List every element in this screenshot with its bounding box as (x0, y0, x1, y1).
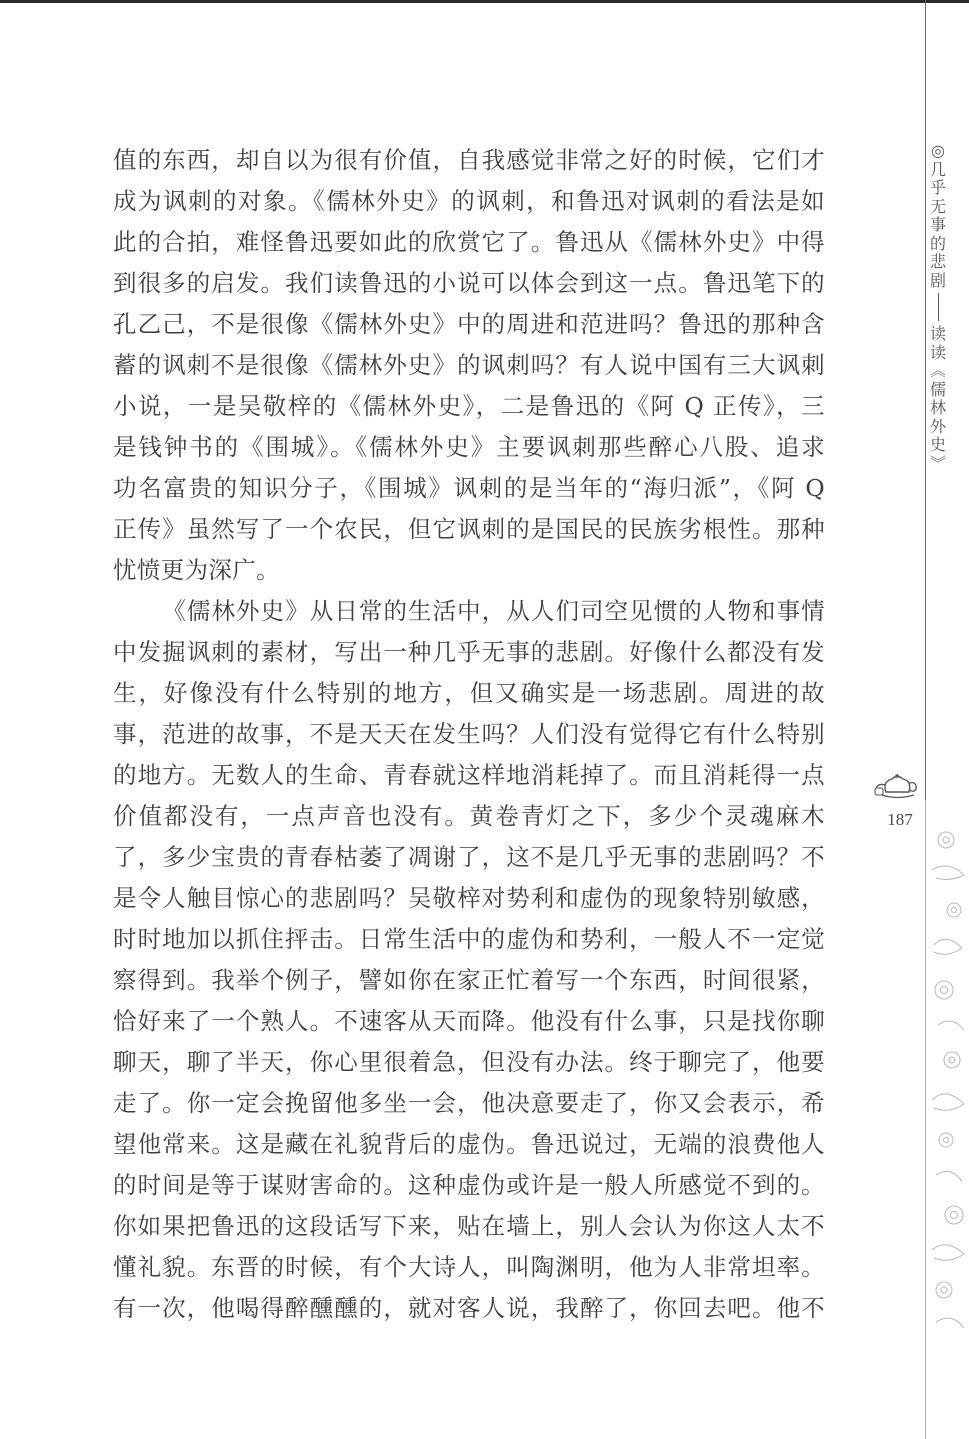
text-line: 值的东西，却自以为很有价值，自我感觉非常之好的时候，它们才 (113, 146, 825, 174)
running-head-title-char: 乎 (929, 178, 946, 197)
running-head-title-char: 悲 (929, 252, 946, 271)
running-head-marker: ◎ (931, 141, 945, 160)
running-head-subtitle-char: 林 (929, 398, 946, 417)
text-line: 生，好像没有什么特别的地方，但又确实是一场悲剧。周进的故 (113, 679, 825, 707)
running-head-dash (938, 293, 939, 321)
running-head-subtitle-char: 儒 (929, 379, 946, 399)
text-line: 成为讽刺的对象。《儒林外史》的讽刺，和鲁迅对讽刺的看法是如 (113, 187, 825, 215)
text-line: 察得到。我举个例子，譬如你在家正忙着写一个东西，时间很紧， (113, 966, 825, 994)
running-head-title-char: 几 (929, 159, 946, 179)
running-head-title-char: 的 (929, 233, 946, 253)
running-head-subtitle-char: 读 (929, 342, 946, 362)
text-line: 此的合拍，难怪鲁迅要如此的欣赏它了。鲁迅从《儒林外史》中得 (113, 228, 825, 256)
running-head-title-char: 无 (929, 196, 946, 216)
page-top-rule (0, 0, 969, 3)
running-head-subtitle-char: 读 (929, 324, 946, 343)
running-head-title-char: 事 (929, 215, 946, 234)
text-line: 价值都没有，一点声音也没有。黄卷青灯之下，多少个灵魂麻木 (113, 802, 825, 830)
text-line: 孔乙己，不是很像《儒林外史》中的周进和范进吗？鲁迅的那种含 (113, 310, 825, 338)
margin-rule-lower (925, 800, 926, 1439)
text-line: 聊天，聊了半天，你心里很着急，但没有办法。终于聊完了，他要 (113, 1048, 825, 1076)
running-head-subtitle-char: ︾ (929, 453, 946, 473)
text-line: 有一次，他喝得醉醺醺的，就对客人说，我醉了，你回去吧。他不 (113, 1294, 825, 1322)
text-line: 时时地加以抓住抨击。日常生活中的虚伪和势利，一般人不一定觉 (113, 925, 825, 953)
text-line: 《儒林外史》从日常的生活中，从人们司空见惯的人物和事情 (162, 597, 825, 625)
text-line: 忧愤更为深广。 (113, 556, 280, 584)
running-head-subtitle-char: 外 (929, 416, 946, 436)
text-line: 是令人触目惊心的悲剧吗？吴敬梓对势利和虚伪的现象特别敏感， (113, 884, 825, 912)
text-line: 走了。你一定会挽留他多坐一会，他决意要走了，你又会表示，希 (113, 1089, 825, 1117)
text-line: 望他常来。这是藏在礼貌背后的虚伪。鲁迅说过，无端的浪费他人 (113, 1130, 825, 1158)
teapot-ornament-icon (872, 768, 922, 802)
text-line: 的时间是等于谋财害命的。这种虚伪或许是一般人所感觉不到的。 (113, 1171, 825, 1199)
text-line: 是钱钟书的《围城》。《儒林外史》主要讽刺那些醉心八股、追求 (113, 433, 825, 461)
running-head-subtitle-char: 史 (929, 435, 946, 454)
text-line: 正传》虽然写了一个农民，但它讽刺的是国民的民族劣根性。那种 (113, 515, 825, 543)
text-line: 中发掘讽刺的素材，写出一种几乎无事的悲剧。好像什么都没有发 (113, 638, 825, 666)
text-line: 懂礼貌。东晋的时候，有个大诗人，叫陶渊明，他为人非常坦率。 (113, 1253, 825, 1281)
text-line: 恰好来了一个熟人。不速客从天而降。他没有什么事，只是找你聊 (113, 1007, 825, 1035)
text-line: 到很多的启发。我们读鲁迅的小说可以体会到这一点。鲁迅笔下的 (113, 269, 825, 297)
text-line: 蓄的讽刺不是很像《儒林外史》的讽刺吗？有人说中国有三大讽刺 (113, 351, 825, 379)
page-number: 187 (887, 810, 913, 829)
text-line: 了，多少宝贵的青春枯萎了凋谢了，这不是几乎无事的悲剧吗？不 (113, 843, 825, 871)
text-line: 你如果把鲁迅的这段话写下来，贴在墙上，别人会认为你这人太不 (113, 1212, 825, 1240)
text-line: 的地方。无数人的生命、青春就这样地消耗掉了。而且消耗得一点 (113, 761, 825, 789)
body-text (113, 140, 825, 1329)
running-head-subtitle-char: ︽ (929, 361, 946, 380)
running-head-title-char: 剧 (929, 270, 946, 290)
running-head (926, 142, 950, 473)
text-line: 小说，一是吴敬梓的《儒林外史》，二是鲁迅的《阿 Q 正传》，三 (113, 392, 825, 420)
floral-border-icon (928, 820, 969, 1340)
text-line: 事，范进的故事，不是天天在发生吗？人们没有觉得它有什么特别 (113, 720, 825, 748)
text-line: 功名富贵的知识分子，《围城》讽刺的是当年的“海归派”，《阿 Q (113, 474, 825, 502)
